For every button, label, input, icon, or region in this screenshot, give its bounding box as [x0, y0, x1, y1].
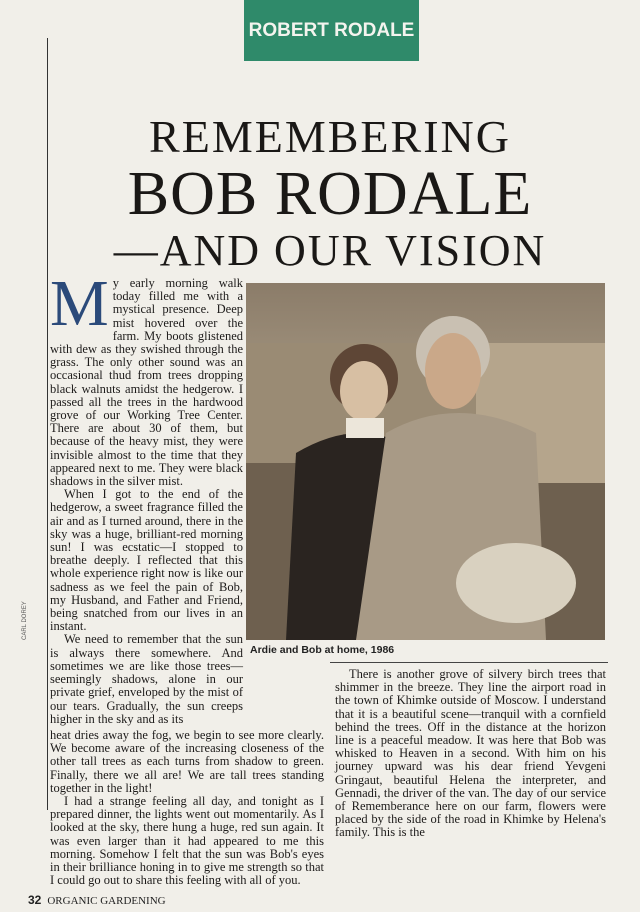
- section-header: ROBERT RODALE: [244, 0, 419, 61]
- magazine-name: ORGANIC GARDENING: [47, 895, 166, 907]
- caption-rule: [330, 662, 608, 663]
- headline-line-2: BOB RODALE: [127, 160, 533, 228]
- paragraph: There is another grove of silvery birch trees that shimmer in the breeze. They line the airport road in the town of Khimke outside of Moscow. I understand that it is a beautiful scene—tranquil with a cornfield behind the trees. Off in the distance at the horizon line is a peaceful meadow. It was here that Bob was whisked to Heaven in a second. With him on his journey upward was his dear friend Yevgeni Gringaut, beautiful Helena the interpreter, and Gennadi, the driver of the van. The day of our service of Rememberance here on our farm, flowers were placed by the side of the road in Khimke by Helena's family. This is the: [335, 667, 606, 840]
- page-number: 32: [28, 893, 42, 907]
- headline-line-3: —AND OUR VISION: [113, 226, 547, 275]
- paragraph: heat dries away the fog, we begin to see more clearly. We become aware of the increasing closeness of the other tall trees as each turns from shadow to green. Finally, there we all are! We are tall trees standing together in the light!: [50, 728, 324, 795]
- drop-cap: M: [50, 267, 109, 340]
- column-rule: [47, 38, 48, 810]
- paragraph: When I got to the end of the hedgerow, a sweet fragrance filled the air and as I turned around, there in the sky was a huge, brilliant-red morning sun! I was ecstatic—I stopped to breathe deeply. I reflected that this whole experience right now is like our sadness as we feel the pain of Bob, my Husband, and Father and Friend, being snatched from our lives in an instant.: [50, 487, 243, 634]
- paragraph: y early morning walk today filled me with a mystical presence. Deep mist hovered over the farm. My boots glistened with dew as they swished through the grass. The only other sound was an occasional thud from trees dropping black walnuts amidst the hedgerow. I passed all the trees in the hardwood grove of our Working Tree Center. There are about 30 of them, but because of the heavy mist, they were invisible almost to the time that they appeared next to me. They were black shadows in the silver mist.: [50, 276, 243, 489]
- photo-ardie-and-bob: [246, 283, 605, 640]
- page-footer: [28, 893, 166, 908]
- paragraph: I had a strange feeling all day, and tonight as I prepared dinner, the lights went out momentarily. As I looked at the sky, there hung a huge, red sun again. It was even larger than it had appeared to me this morning. Somehow I felt that the sun was Bob's eyes in their brilliance honing in to give me strength so that I could go out to share this feeling with all of you.: [50, 794, 324, 888]
- photo-caption: Ardie and Bob at home, 1986: [250, 644, 395, 656]
- headline-line-1: REMEMBERING: [149, 111, 511, 162]
- paragraph: We need to remember that the sun is always there somewhere. And sometimes we are like those trees—seemingly shadows, alone in our private grief, enveloped by the mist of our tears. Gradually, the sun creeps higher in the sky and as its: [50, 632, 243, 726]
- lower-right-column: [335, 668, 606, 840]
- photo-credit: CARL DOREY: [22, 601, 28, 640]
- left-column: [50, 267, 243, 726]
- lower-left-column: [50, 729, 324, 887]
